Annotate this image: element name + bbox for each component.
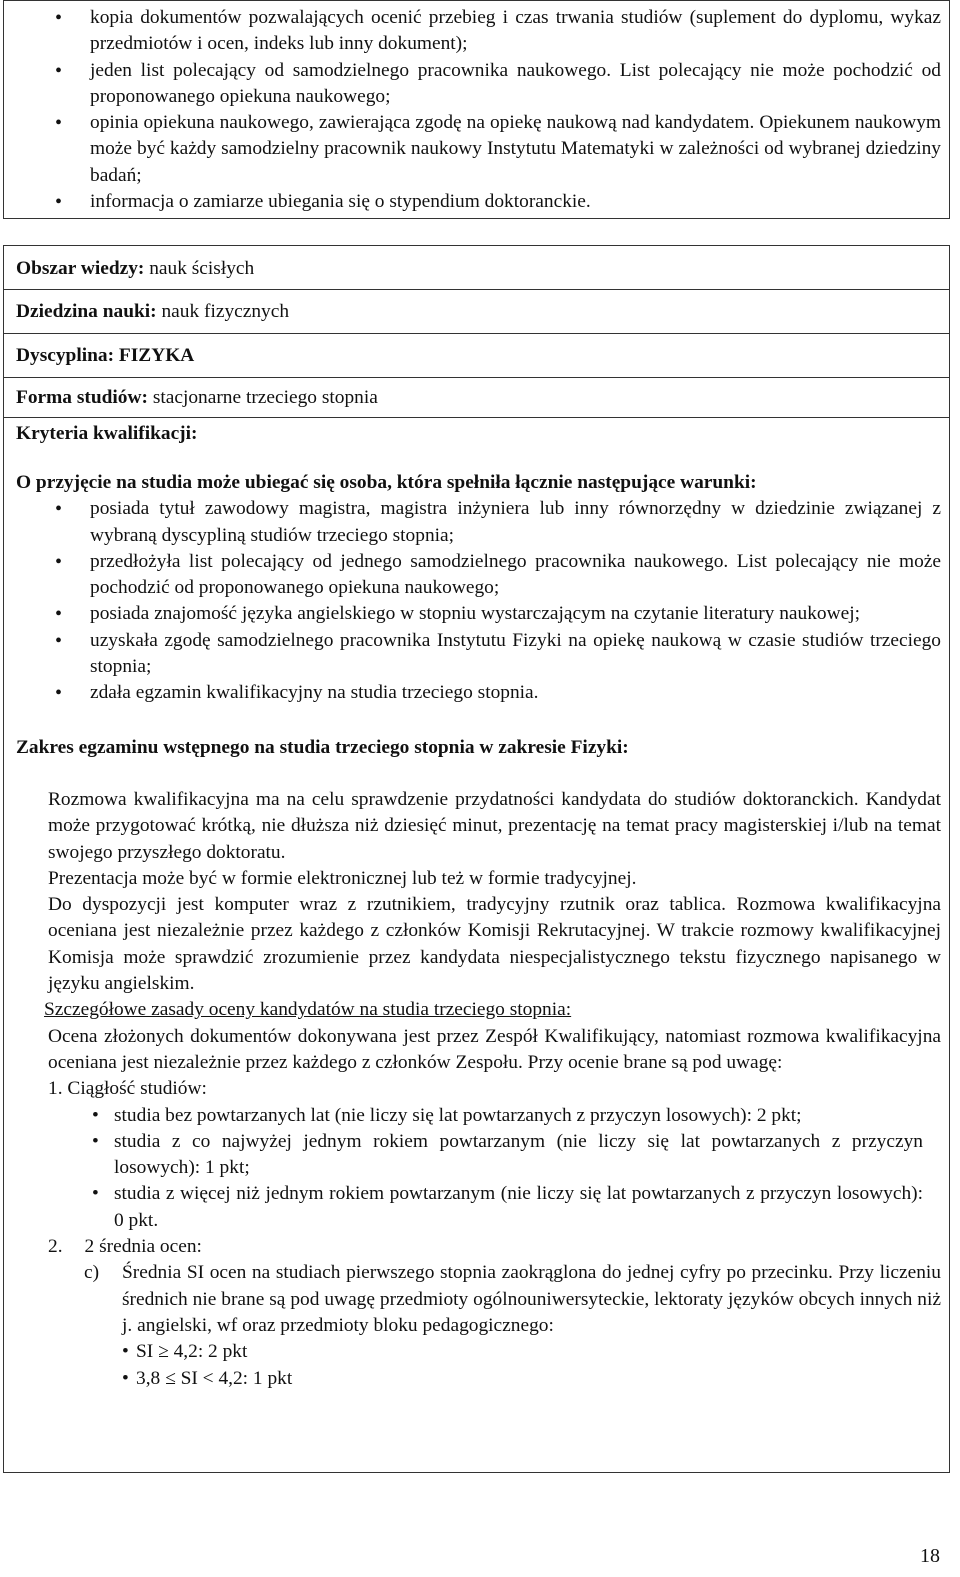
dziedzina-row <box>3 289 950 334</box>
item2c-label: c) <box>84 1262 100 1284</box>
rules-heading: Szczegółowe zasady oceny kandydatów na studia trzeciego stopnia: <box>44 999 572 1021</box>
item1-heading: 1. Ciągłość studiów: <box>48 1078 207 1100</box>
dyscyplina-label: Dyscyplina: FIZYKA <box>16 345 195 366</box>
dziedzina-label: Dziedzina nauki: <box>16 301 157 322</box>
item2c <box>4 1260 949 1339</box>
item2-text: 2 średnia ocen: <box>84 1236 202 1258</box>
list-item: • studia bez powtarzanych lat (nie liczy się lat powtarzanych z przyczyn losowych): 2 pkt; <box>4 1103 949 1129</box>
conditions-heading: O przyjęcie na studia może ubiegać się osoba, która spełniła łącznie następujące warunki: <box>16 472 757 493</box>
list-item: • posiada tytuł zawodowy magistra, magistra inżyniera lub inny równorzędny w dziedzinie związanej z wybraną dyscypliną studiów trzeciego stopnia; <box>4 496 949 549</box>
item2-number: 2. <box>48 1236 63 1258</box>
list-item: • zdała egzamin kwalifikacyjny na studia trzeciego stopnia. <box>4 680 949 706</box>
exam-paragraph: Do dyspozycji jest komputer wraz z rzutnikiem, tradycyjny rzutnik oraz tablica. Rozmowa kwalifikacyjna oceniana jest niezależnie przez każdego z członków Komisji Rekrutacyjnej. W trakcie rozmowy kwalifikacyjnej Komisja może sprawdzić zrozumienie przez kandydata niespecjalistycznego tekstu fizycznego napisanego w języku angielskim. <box>48 894 941 995</box>
list-item: • 3,8 ≤ SI < 4,2: 1 pkt <box>4 1366 949 1392</box>
obszar-label: Obszar wiedzy: <box>16 258 145 279</box>
list-item: • opinia opiekuna naukowego, zawierająca zgodę na opiekę naukową nad kandydatem. Opiekunem naukowym może być każdy samodzielny pracownik naukowy Instytutu Matematyki w zależności od wybranej dziedziny badań; <box>4 110 949 189</box>
item2c-text: Średnia SI ocen na studiach pierwszego stopnia zaokrąglona do jednej cyfry po przecinku. Przy liczeniu średnich nie brane są pod uwagę przedmioty ogólnouniwersyteckie, lektoraty języków obcych innych niż j. angielski, wf oraz przedmioty bloku pedagogicznego: <box>122 1262 941 1336</box>
dyscyplina-row <box>3 333 950 378</box>
obszar-row <box>3 245 950 290</box>
list-item: • jeden list polecający od samodzielnego pracownika naukowego. List polecający nie może pochodzić od proponowanego opiekuna naukowego; <box>4 58 949 111</box>
exam-paragraph: Prezentacja może być w formie elektronicznej lub też w formie tradycyjnej. <box>48 867 637 889</box>
list-item: • uzyskała zgodę samodzielnego pracownika Instytutu Fizyki na opiekę naukową w czasie studiów trzeciego stopnia; <box>4 628 949 681</box>
forma-label: Forma studiów: <box>16 387 148 408</box>
obszar-value: nauk ścisłych <box>144 258 255 279</box>
list-item: • kopia dokumentów pozwalających ocenić przebieg i czas trwania studiów (suplement do dyplomu, wykaz przedmiotów i ocen, indeks lub inny dokument); <box>4 5 949 58</box>
list-item: • posiada znajomość języka angielskiego w stopniu wystarczającym na czytanie literatury naukowej; <box>4 601 949 627</box>
page-number: 18 <box>920 1544 940 1567</box>
item2-heading <box>4 1234 949 1260</box>
exam-paragraph: Rozmowa kwalifikacyjna ma na celu sprawdzenie przydatności kandydata do studiów doktoranckich. Kandydat może przygotować krótką, nie dłuższa niż dziesięć minut, prezentację na temat pracy magisterskiej i/lub na temat swojego przyszłego doktoratu. <box>48 788 941 863</box>
list-item: • studia z co najwyżej jednym rokiem powtarzanym (nie liczy się lat powtarzanych z przyczyn losowych): 1 pkt; <box>4 1129 949 1182</box>
list-item: • SI ≥ 4,2: 2 pkt <box>4 1339 949 1365</box>
criteria-box <box>3 417 950 1473</box>
list-item: • przedłożyła list polecający od jednego samodzielnego pracownika naukowego. List polecający nie może pochodzić od proponowanego opiekuna naukowego; <box>4 549 949 602</box>
list-item: • informacja o zamiarze ubiegania się o stypendium doktoranckie. <box>4 189 949 215</box>
forma-value: stacjonarne trzeciego stopnia <box>147 387 378 408</box>
rules-paragraph: Ocena złożonych dokumentów dokonywana jest przez Zespół Kwalifikujący, natomiast rozmowa kwalifikacyjna oceniana jest niezależnie przez każdego z członków Zespołu. Przy ocenie brane są pod uwagę: <box>48 1025 941 1073</box>
list-item: • studia z więcej niż jednym rokiem powtarzanym (nie liczy się lat powtarzanych z przyczyn losowych): 0 pkt. <box>4 1181 949 1234</box>
exam-heading: Zakres egzaminu wstępnego na studia trzeciego stopnia w zakresie Fizyki: <box>16 736 629 758</box>
dziedzina-value: nauk fizycznych <box>156 301 290 322</box>
kryteria-label: Kryteria kwalifikacji: <box>16 423 198 444</box>
requirements-box <box>3 0 950 219</box>
forma-row <box>3 377 950 418</box>
